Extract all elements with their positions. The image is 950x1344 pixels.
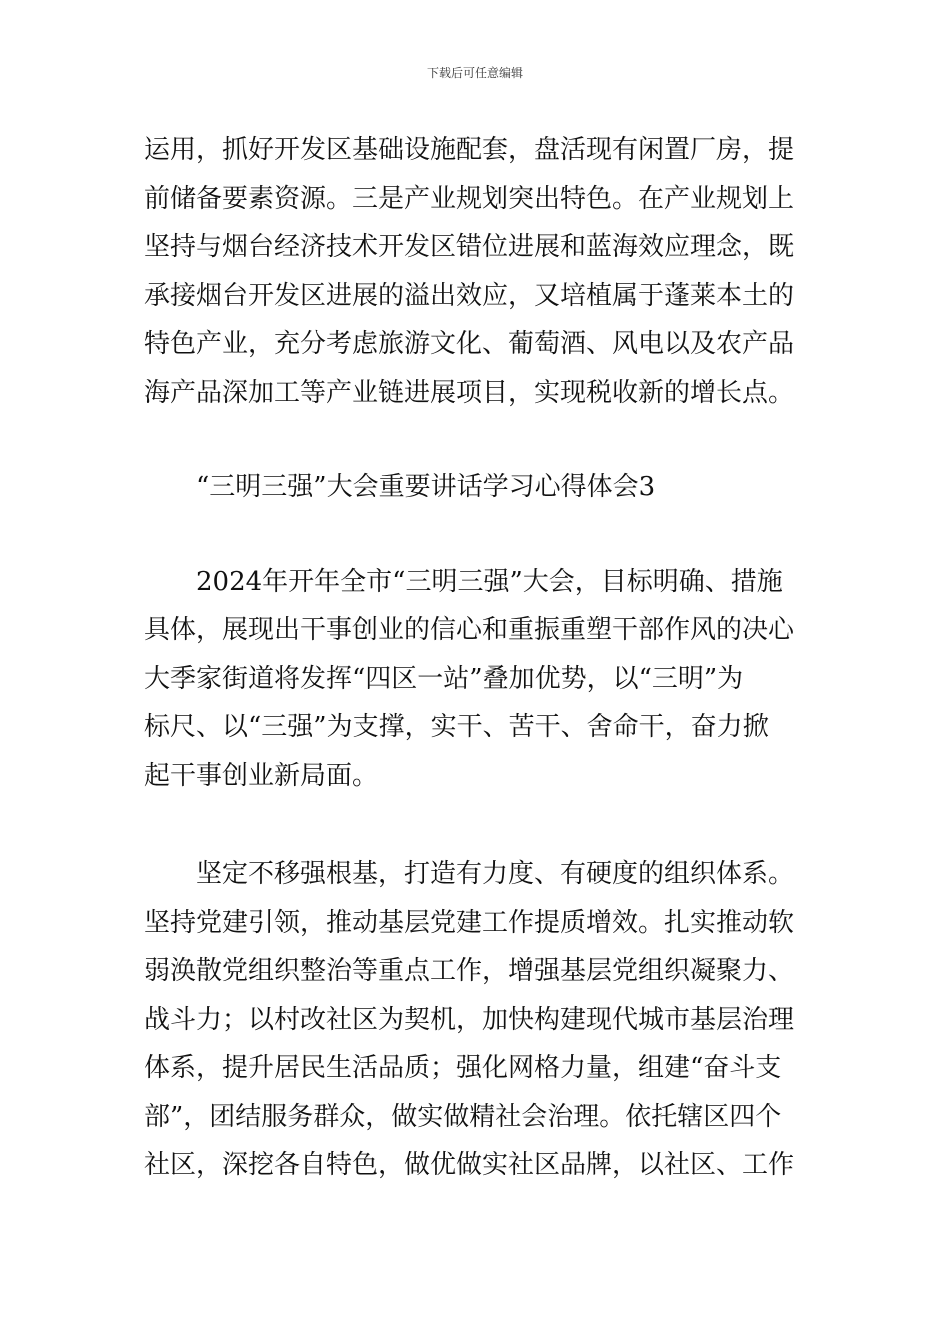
paragraph-line: 海产品深加工等产业链进展项目，实现税收新的增长点。 [144,377,795,408]
section-title: “三明三强”大会重要讲话学习心得体会3 [196,472,656,502]
paragraph-line: 坚持与烟台经济技术开发区错位进展和蓝海效应理念，既 [144,232,795,262]
paragraph-line: 特色产业，充分考虑旅游文化、葡萄酒、风电以及农产品 [144,329,795,359]
document-body [144,126,808,1190]
paragraph-line: 坚定不移强根基，打造有力度、有硬度的组织体系。 [144,859,795,889]
paragraph-line: 前储备要素资源。三是产业规划突出特色。在产业规划上 [144,183,795,214]
paragraph-line: 坚持党建引领，推动基层党建工作提质增效。扎实推动软 [144,907,795,938]
paragraph-2 [144,558,808,801]
paragraph-line: 2024年开年全市“三明三强”大会，目标明确、措施 [144,566,783,597]
paragraph-line: 运用，抓好开发区基础设施配套，盘活现有闲置厂房，提 [144,135,795,165]
paragraph-line: 标尺、以“三强”为支撑，实干、苦干、舍命干，奋力掀 [144,712,769,742]
paragraph-line: 体系，提升居民生活品质；强化网格力量，组建“奋斗支 [144,1053,782,1083]
paragraph-line: 起干事创业新局面。 [144,760,379,791]
paragraph-line: 大季家街道将发挥“四区一站”叠加优势，以“三明”为 [144,663,744,694]
paragraph-line: 战斗力；以村改社区为契机，加快构建现代城市基层治理 [144,1004,795,1035]
paragraph-3 [144,850,808,1190]
paragraph-1 [144,126,808,417]
paragraph-line: 部”，团结服务群众，做实做精社会治理。依托辖区四个 [144,1101,782,1132]
page-header-note: 下载后可任意编辑 [426,66,523,80]
paragraph-line: 具体，展现出干事创业的信心和重振重塑干部作风的决心 [144,615,795,645]
paragraph-line: 承接烟台开发区进展的溢出效应，又培植属于蓬莱本土的 [144,280,795,311]
paragraph-line: 弱涣散党组织整治等重点工作，增强基层党组织凝聚力、 [144,956,795,986]
paragraph-line: 社区，深挖各自特色，做优做实社区品牌，以社区、工作 [144,1150,795,1180]
